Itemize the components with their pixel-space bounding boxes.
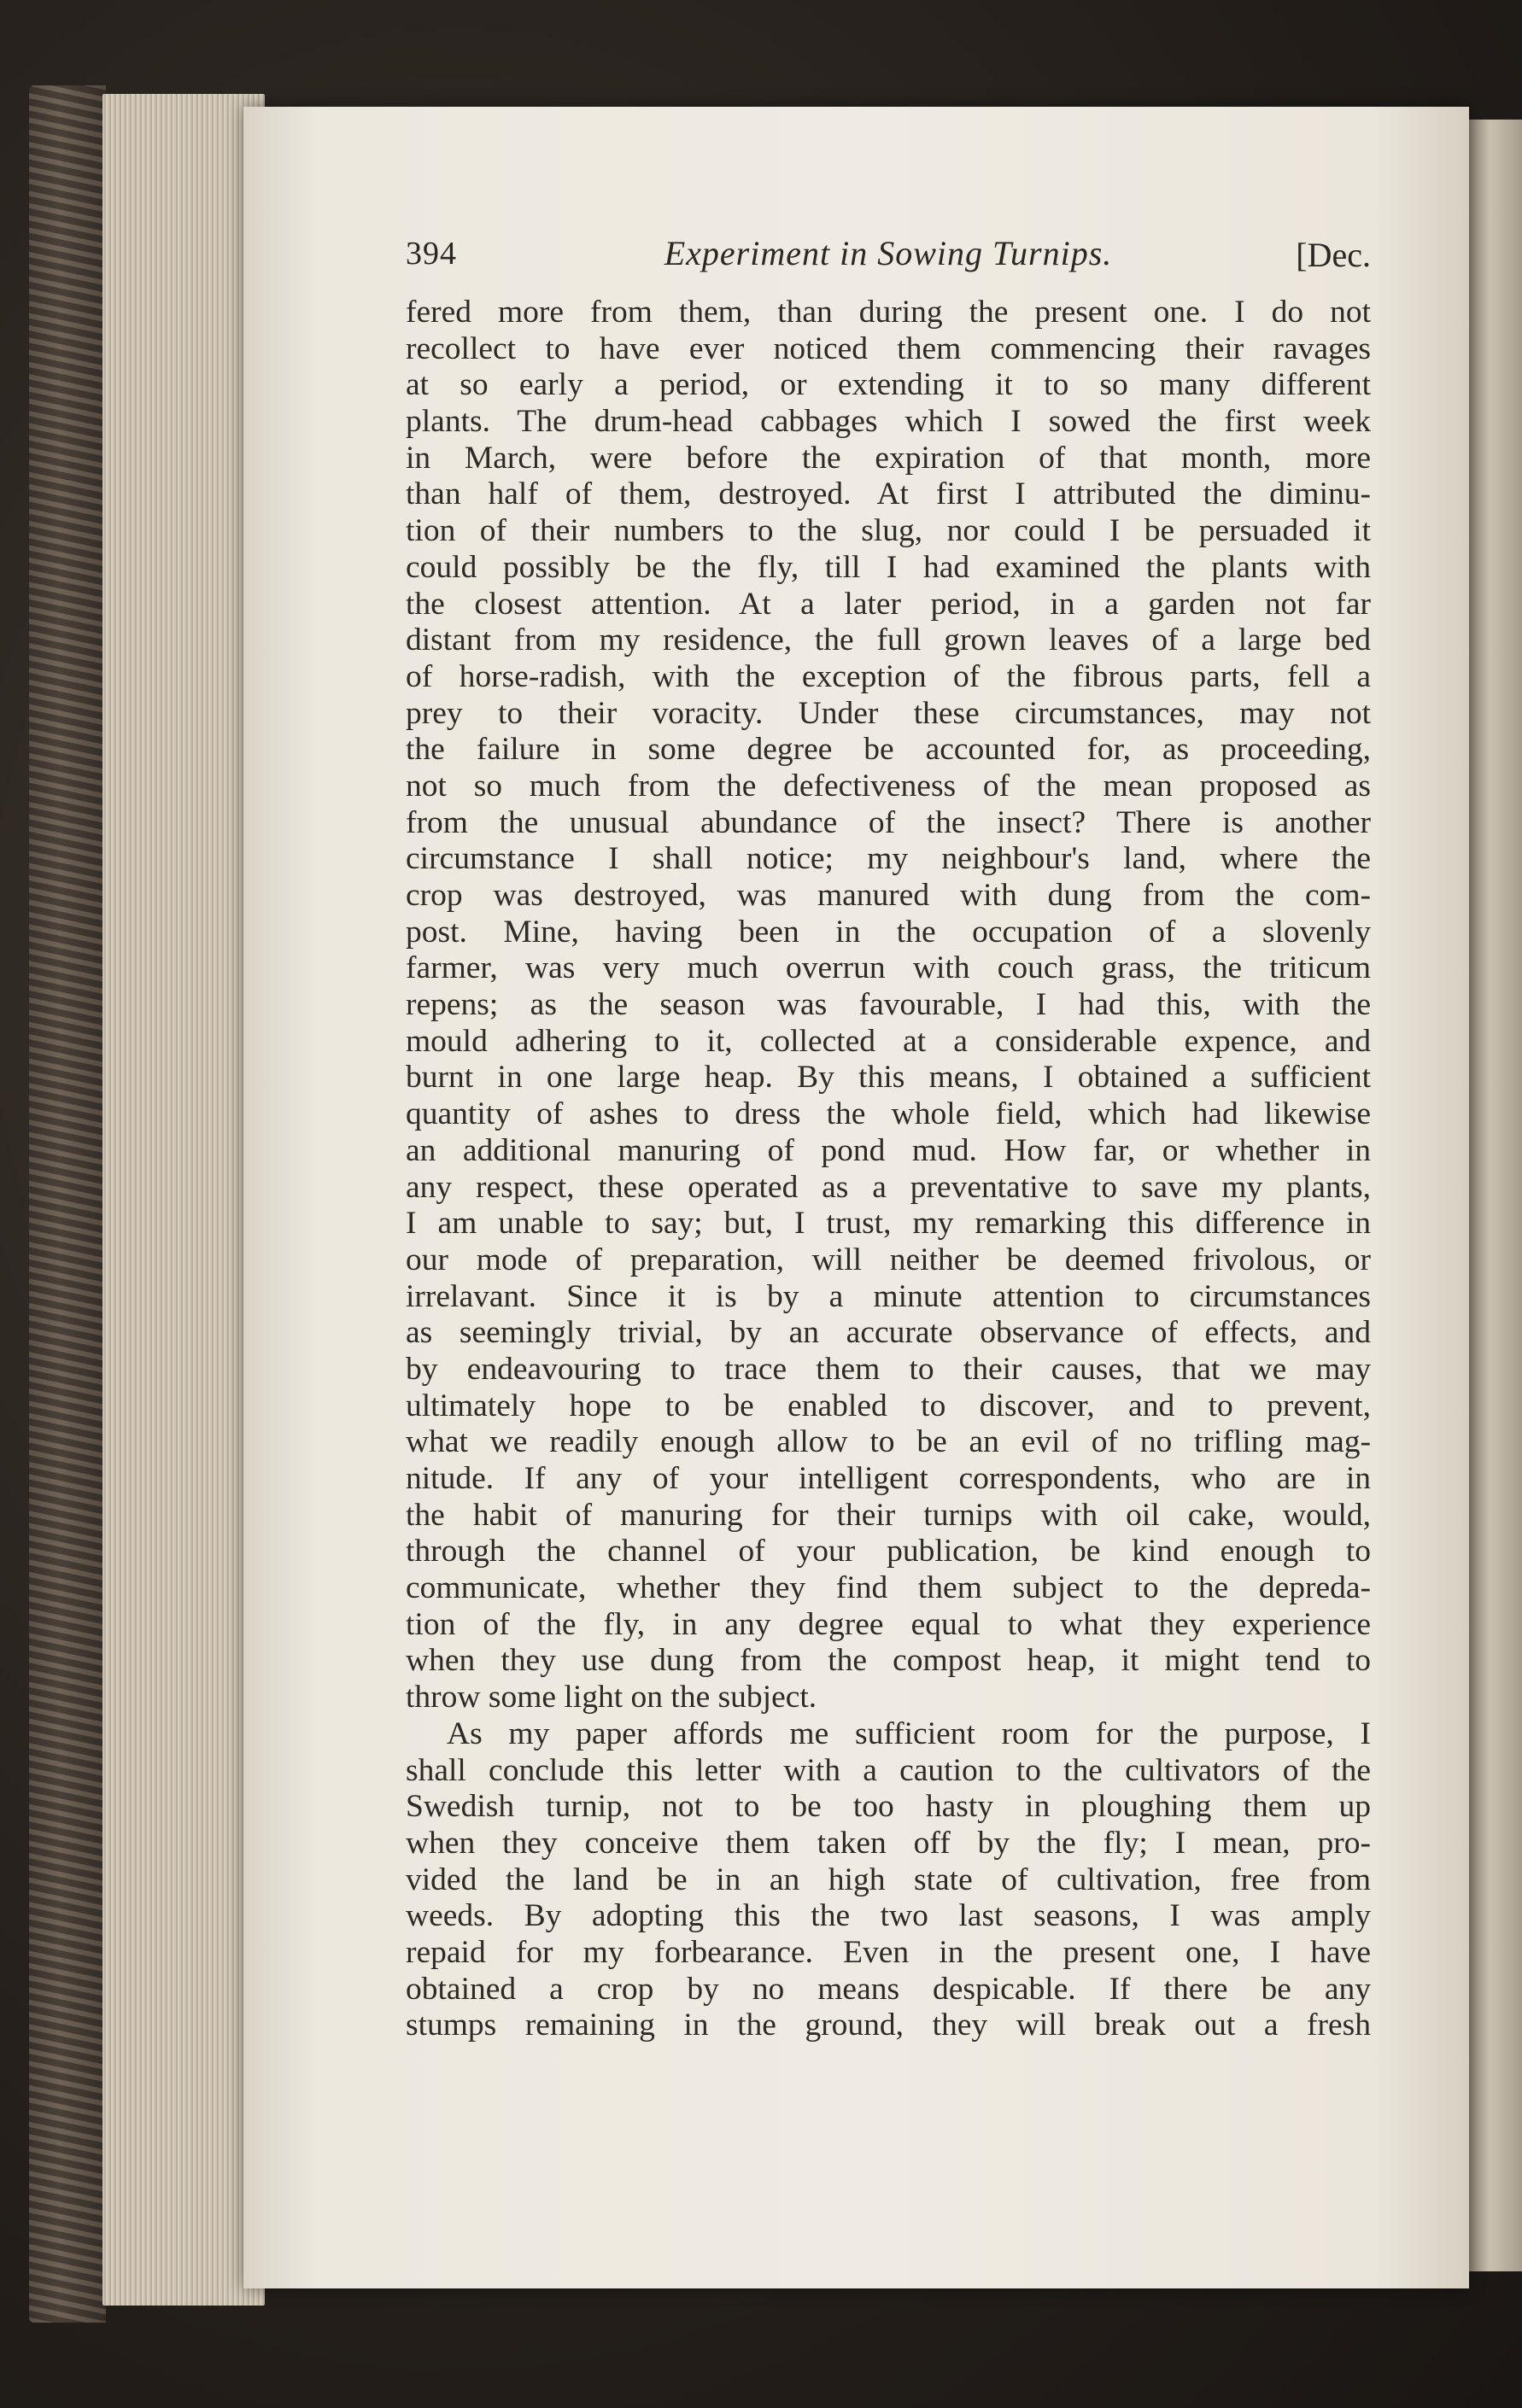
text-line: through the channel of your publication, be kind enough to [406,1534,1371,1569]
text-line: tion of their numbers to the slug, nor could I be persuaded it [406,513,1371,549]
text-line: Swedish turnip, not to be too hasty in ploughing them up [406,1789,1371,1825]
text-line: I am unable to say; but, I trust, my remarking this difference in [406,1206,1371,1242]
running-title: Experiment in Sowing Turnips. [664,234,1113,272]
text-line: recollect to have ever noticed them commencing their ravages [406,330,1371,366]
text-line: repens; as the season was favourable, I had this, with the [406,987,1371,1023]
text-line: irrelavant. Since it is by a minute attention to circumstances [406,1278,1371,1314]
page-content [243,107,1469,2288]
text-line: our mode of preparation, will neither be deemed frivolous, or [406,1242,1371,1277]
text-line: what we readily enough allow to be an evil of no trifling mag- [406,1424,1371,1460]
text-line-paragraph-start: As my paper affords me sufficient room for the purpose, I [447,1715,1371,1751]
text-line: when they conceive them taken off by the fly; I mean, pro- [406,1825,1371,1861]
text-line: not so much from the defectiveness of the mean proposed as [406,768,1371,804]
text-line: mould adhering to it, collected at a considerable expence, and [406,1023,1371,1059]
page-number: 394 [406,236,457,272]
text-line: at so early a period, or extending it to so many different [406,367,1371,403]
book-cover-edge [29,85,106,2323]
text-line: than half of them, destroyed. At first I attributed the diminu- [406,476,1371,512]
text-line: communicate, whether they find them subject to the depreda- [406,1570,1371,1606]
text-line: the closest attention. At a later period, in a garden not far [406,586,1371,622]
text-line: as seemingly trivial, by an accurate observance of effects, and [406,1315,1371,1351]
section-mark: [Dec. [1296,236,1371,274]
text-line: the failure in some degree be accounted for, as proceeding, [406,732,1371,768]
text-line: throw some light on the subject. [406,1680,817,1715]
text-line: post. Mine, having been in the occupation of a slovenly [406,914,1371,950]
text-line: by endeavouring to trace them to their causes, that we may [406,1351,1371,1387]
text-line: shall conclude this letter with a caution to the cultivators of the [406,1752,1371,1788]
text-line: quantity of ashes to dress the whole field, which had likewise [406,1096,1371,1132]
text-line: the habit of manuring for their turnips with oil cake, would, [406,1497,1371,1533]
text-line: ultimately hope to be enabled to discover, and to prevent, [406,1388,1371,1423]
text-line: nitude. If any of your intelligent correspondents, who are in [406,1461,1371,1496]
text-line: stumps remaining in the ground, they will break out a fresh [406,2008,1371,2043]
body-text [406,295,1371,2044]
text-line: when they use dung from the compost heap, it might tend to [406,1643,1371,1679]
text-line: tion of the fly, in any degree equal to what they experience [406,1606,1371,1642]
text-line: of horse-radish, with the exception of the fibrous parts, fell a [406,658,1371,694]
text-line: burnt in one large heap. By this means, I obtained a sufficient [406,1060,1371,1096]
text-line: in March, were before the expiration of that month, more [406,440,1371,476]
text-line: prey to their voracity. Under these circumstances, may not [406,695,1371,731]
text-line: fered more from them, than during the present one. I do not [406,295,1371,330]
text-line: circumstance I shall notice; my neighbour's land, where the [406,841,1371,877]
text-line: any respect, these operated as a preventative to save my plants, [406,1169,1371,1205]
text-line: from the unusual abundance of the insect? There is another [406,804,1371,840]
page-header [406,235,1371,286]
page-stack-edge [102,94,265,2306]
text-line: plants. The drum-head cabbages which I sowed the first week [406,404,1371,440]
text-line: could possibly be the fly, till I had examined the plants with [406,549,1371,585]
text-line: crop was destroyed, was manured with dung from the com- [406,878,1371,913]
text-line: distant from my residence, the full grown leaves of a large bed [406,622,1371,658]
facing-page-edge [1469,120,1522,2271]
text-line: an additional manuring of pond mud. How far, or whether in [406,1132,1371,1168]
text-line: obtained a crop by no means despicable. If there be any [406,1971,1371,2007]
text-line: repaid for my forbearance. Even in the present one, I have [406,1934,1371,1970]
text-line: farmer, was very much overrun with couch grass, the triticum [406,950,1371,986]
text-line: vided the land be in an high state of cultivation, free from [406,1862,1371,1897]
text-line: weeds. By adopting this the two last seasons, I was amply [406,1898,1371,1934]
